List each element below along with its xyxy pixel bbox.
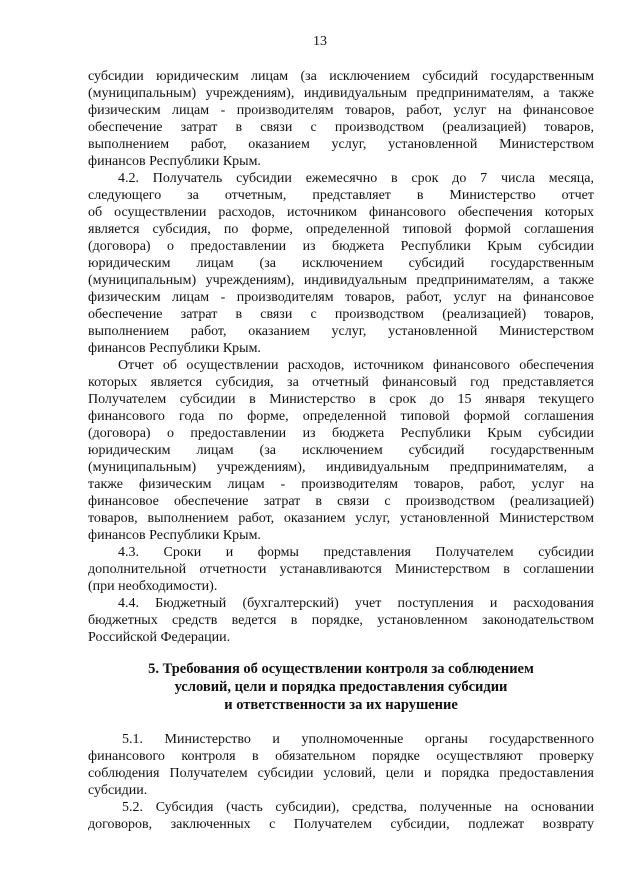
clause-4-4-line: 4.4. Бюджетный (бухгалтерский) учет поступления и расходования	[118, 596, 594, 611]
body-text-line: финансового контроля в обязательном порядке осуществляют проверку	[88, 749, 594, 764]
body-text-line: обеспечение затрат в связи с производством (реализацией) товаров,	[88, 120, 594, 135]
body-text-line: которых является субсидия, за отчетный финансовый год представляется	[88, 375, 594, 390]
body-text-line: физическим лицам - производителям товаров, работ, услуг на финансовое	[88, 290, 594, 305]
body-text-line: соблюдения Получателем субсидии условий, цели и порядка предоставления	[88, 766, 594, 781]
body-text-line: (договора) о предоставлении из бюджета Республики Крым субсидии	[88, 239, 594, 254]
body-text-line: финансов Республики Крым.	[88, 154, 261, 169]
body-text-line: субсидии юридическим лицам (за исключением субсидий государственным	[88, 69, 594, 84]
body-text-line: (при необходимости).	[88, 579, 218, 594]
body-text-line: (муниципальным) учреждениям), индивидуальным предпринимателям, а	[88, 460, 594, 475]
body-text-line: финансов Республики Крым.	[88, 341, 261, 356]
body-text-line: Получателем субсидии в Министерство в срок до 15 января текущего	[88, 392, 594, 407]
section-heading: и ответственности за их нарушение	[224, 697, 458, 713]
clause-5-1-line: 5.1. Министерство и уполномоченные органы государственного	[122, 732, 594, 747]
body-text-line: об осуществлении расходов, источником финансового обеспечения которых	[88, 205, 594, 220]
body-text-line: следующего за отчетным, представляет в Министерство отчет	[88, 188, 594, 203]
body-text-line: юридическим лицам (за исключением субсидий государственным	[88, 256, 594, 271]
clause-5-2-line: 5.2. Субсидия (часть субсидии), средства, полученные на основании	[122, 800, 594, 815]
body-text-line: выполнением работ, оказанием услуг, установленной Министерством	[88, 137, 594, 152]
body-text-line: субсидии.	[88, 783, 148, 798]
clause-4-3-line: 4.3. Сроки и формы представления Получателем субсидии	[118, 545, 594, 560]
body-text-line: является субсидия, по форме, определенной типовой формой соглашения	[88, 222, 594, 237]
body-text-line: также физическим лицам - производителям товаров, работ, услуг на	[88, 477, 594, 492]
section-heading: 5. Требования об осуществлении контроля за соблюдением	[148, 661, 534, 677]
body-text-line: обеспечение затрат в связи с производством (реализацией) товаров,	[88, 307, 594, 322]
body-text-line: (муниципальным) учреждениям), индивидуальным предпринимателям, а также	[88, 273, 594, 288]
section-heading: условий, цели и порядка предоставления субсидии	[174, 679, 508, 695]
body-text-line: бюджетных средств ведется в порядке, установленном законодательством	[88, 613, 594, 628]
body-text-line: (муниципальным) учреждениям), индивидуальным предпринимателям, а также	[88, 86, 594, 101]
body-text-line: (договора) о предоставлении из бюджета Республики Крым субсидии	[88, 426, 594, 441]
body-text-line: дополнительной отчетности устанавливаются Министерством в соглашении	[88, 562, 594, 577]
body-text-line: юридическим лицам (за исключением субсидий государственным	[88, 443, 594, 458]
body-text-line: товаров, выполнением работ, оказанием услуг, установленной Министерством	[88, 511, 594, 526]
page-number: 13	[313, 34, 327, 49]
body-text-line: физическим лицам - производителям товаров, работ, услуг на финансовое	[88, 103, 594, 118]
body-text-line: финансового года по форме, определенной типовой формой соглашения	[88, 409, 594, 424]
body-text-line: финансовое обеспечение затрат в связи с производством (реализацией)	[88, 494, 594, 509]
body-text-line: договоров, заключенных с Получателем субсидии, подлежат возврату	[88, 817, 594, 832]
body-text-line: Российской Федерации.	[88, 630, 231, 645]
clause-4-2-line: 4.2. Получатель субсидии ежемесячно в срок до 7 числа месяца,	[118, 171, 594, 186]
body-text-line: Отчет об осуществлении расходов, источником финансового обеспечения	[118, 358, 594, 373]
body-text-line: выполнением работ, оказанием услуг, установленной Министерством	[88, 324, 594, 339]
body-text-line: финансов Республики Крым.	[88, 528, 261, 543]
